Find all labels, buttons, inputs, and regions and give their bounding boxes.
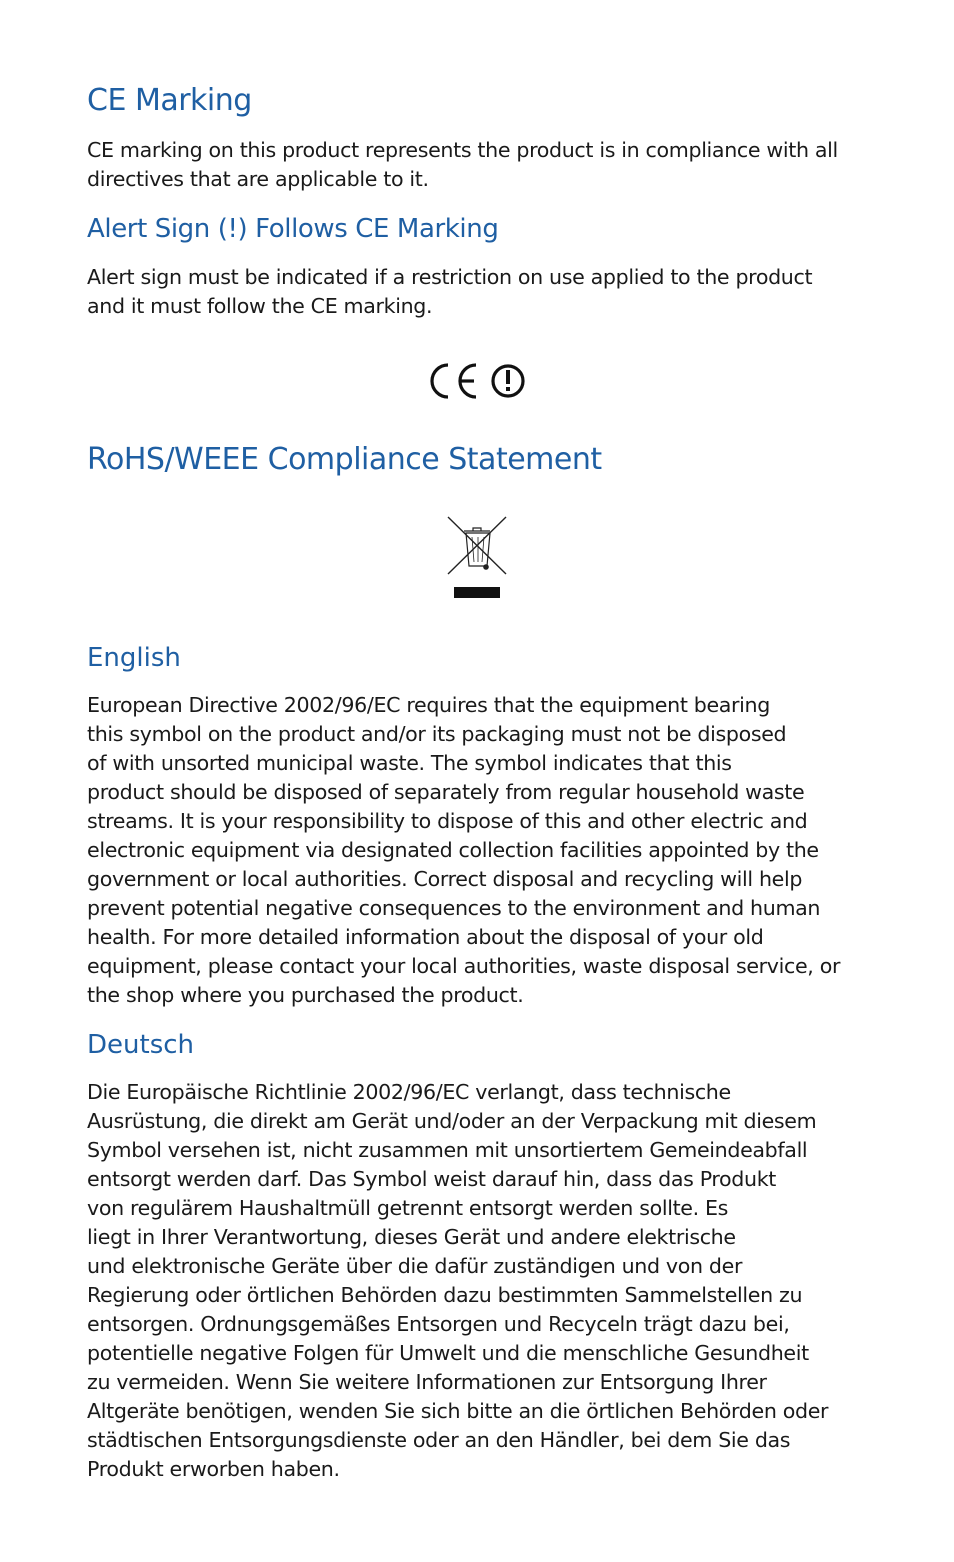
rohs-weee-heading: RoHS/WEEE Compliance Statement [87,442,602,477]
english-heading: English [87,643,181,673]
alert-sign-text: Alert sign must be indicated if a restriction on use applied to the product and it must follow the CE marking. [87,265,813,318]
deutsch-text: Die Europäische Richtlinie 2002/96/EC verlangt, dass technische Ausrüstung, die direkt am Gerät und/oder an der Verpackung mit diesem Symbol versehen ist, nicht zusammen mit unsortiertem Gemeindeabfall entsorgt werden darf. Das Symbol weist darauf hin, dass das Produkt von regulärem Haushaltmüll getrennt entsorgt werden sollte. Es liegt in Ihrer Verantwortung, dieses Gerät und andere elektrische und elektronische Geräte über die dafür zuständigen und von der Regierung oder örtlichen Behörden dazu bestimmten Sammelstellen zu entsorgen. Ordnungsgemäßes Entsorgen und Recyceln trägt dazu bei, potentielle negative Folgen für Umwelt und die menschliche Gesundheit zu vermeiden. Wenn Sie weitere Informationen zur Entsorgung Ihrer Altgeräte benötigen, wenden Sie sich bitte an die örtlichen Behörden oder städtischen Entsorgungsdienste oder an den Händler, bei dem Sie das Produkt erworben haben. [87,1080,829,1481]
alert-sign-heading: Alert Sign (!) Follows CE Marking [87,214,499,244]
deutsch-heading: Deutsch [87,1030,195,1060]
ce-marking-heading: CE Marking [87,83,252,118]
crossed-out-wheelie-bin-icon [445,514,509,600]
english-text: European Directive 2002/96/EC requires that the equipment bearing this symbol on the product and/or its packaging must not be disposed of with unsorted municipal waste. The symbol indicates that this product should be disposed of separately from regular household waste streams. It is your responsibility to dispose of this and other electric and electronic equipment via designated collection facilities appointed by the government or local authorities. Correct disposal and recycling will help prevent potential negative consequences to the environment and human health. For more detailed information about the disposal of your old equipment, please contact your local authorities, waste disposal service, or the shop where you purchased the product. [87,693,841,1007]
ce-alert-mark-icon [428,361,528,401]
ce-marking-text: CE marking on this product represents the product is in compliance with all directives that are applicable to it. [87,138,838,191]
